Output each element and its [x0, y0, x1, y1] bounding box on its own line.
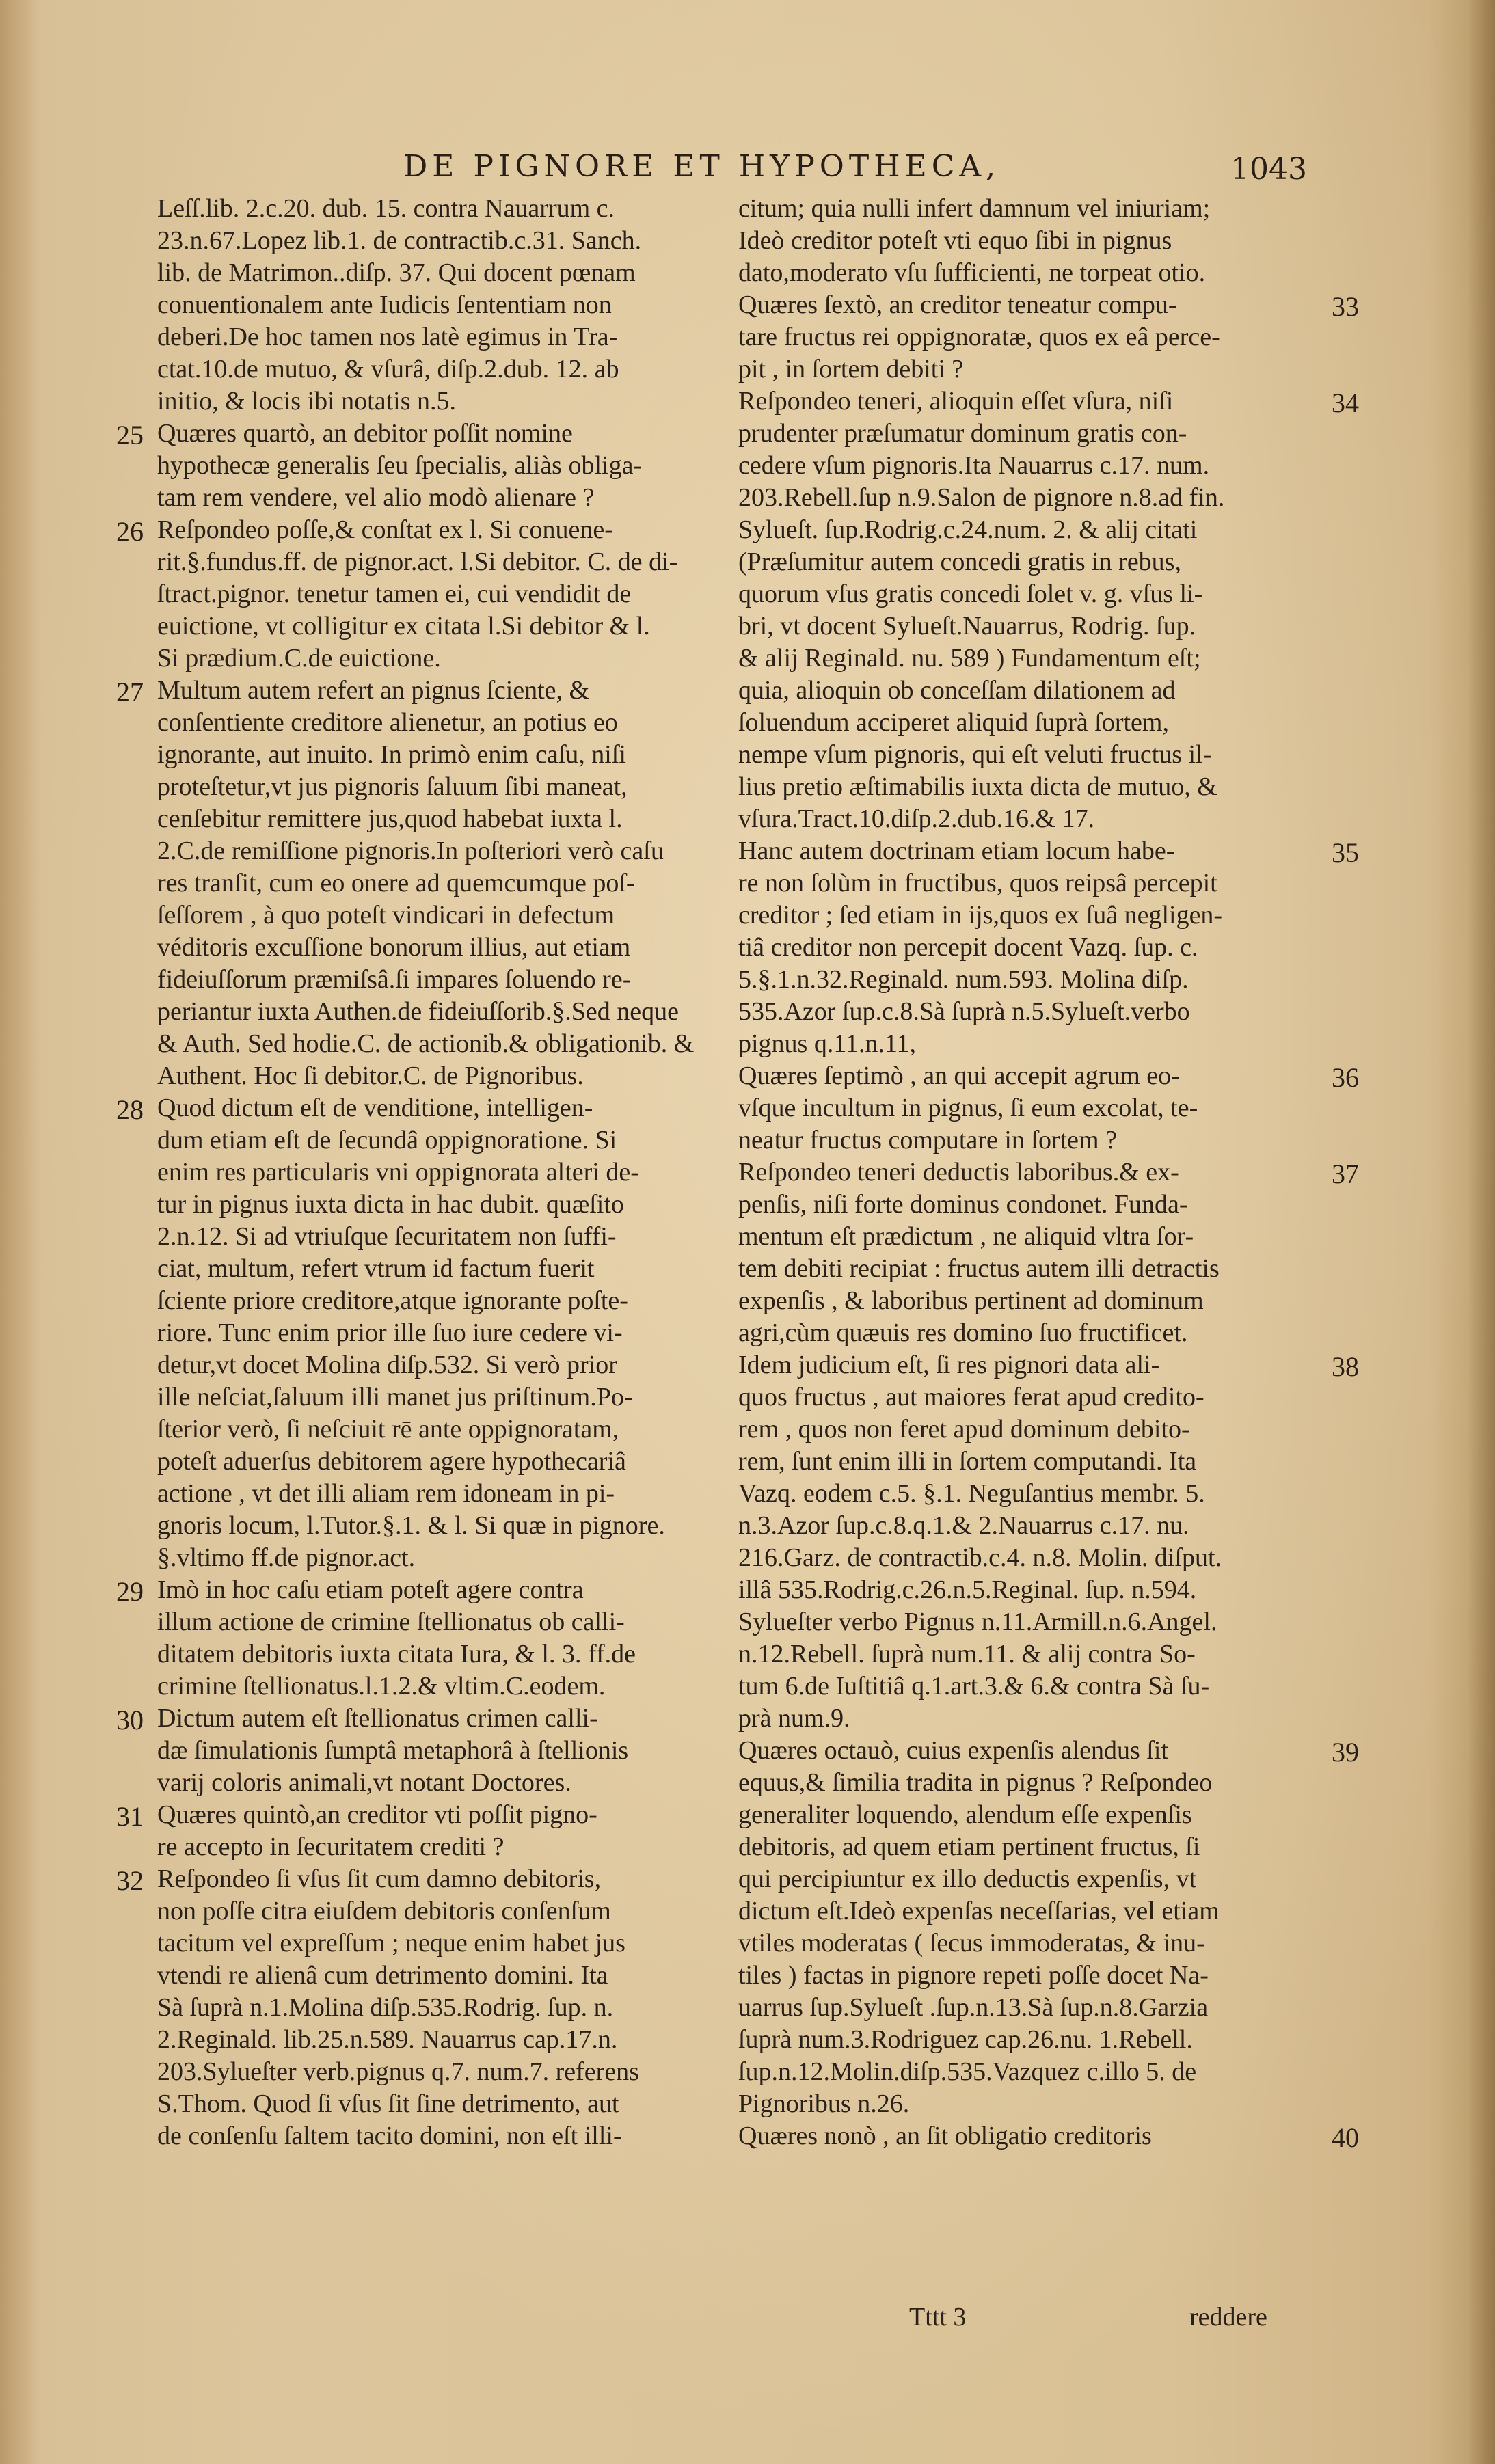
text-line: cenſebitur remittere jus,quod habebat iuxta l. [157, 804, 623, 833]
text-line: varij coloris animali,vt notant Doctores. [157, 1768, 571, 1797]
text-line: initio, & locis ibi notatis n.5. [157, 387, 456, 416]
text-line: rem , quos non feret apud dominum debito- [738, 1415, 1190, 1444]
text-line: tacitum vel expreſſum ; neque enim habet jus [157, 1929, 625, 1958]
text-line: ctat.10.de mutuo, & vſurâ, diſp.2.dub. 12. ab [157, 355, 619, 383]
text-line: dæ ſimulationis ſumptâ metaphorâ à ſtellionis [157, 1736, 629, 1765]
text-line: Quæres quartò, an debitor poſſit nomine [157, 419, 573, 448]
text-line: tum 6.de Iuſtitiâ q.1.art.3.& 6.& contra Sà ſu- [738, 1672, 1210, 1701]
text-line: bri, vt docent Sylueſt.Nauarrus, Rodrig. ſup. [738, 612, 1196, 640]
text-line: tiles ) factas in pignore repeti poſſe docet Na- [738, 1961, 1209, 1990]
margin-number: 32 [116, 1865, 144, 1896]
text-line: lius pretio æſtimabilis iuxta dicta de mutuo, & [738, 772, 1217, 801]
text-line: tem debiti recipiat : fructus autem illi detractis [738, 1254, 1220, 1283]
text-line: agri,cùm quæuis res domino ſuo fructificet. [738, 1318, 1188, 1347]
text-line: rem, ſunt enim illi in ſortem computandi. Ita [738, 1447, 1197, 1476]
text-line: hypothecæ generalis ſeu ſpecialis, aliàs obliga- [157, 451, 643, 480]
text-line: pit , in ſortem debiti ? [738, 355, 964, 383]
text-line: equus,& ſimilia tradita in pignus ? Reſpondeo [738, 1768, 1213, 1797]
text-line: tur in pignus iuxta dicta in hac dubit. quæſito [157, 1190, 624, 1219]
text-line: ſciente priore creditore,atque ignorante poſte- [157, 1286, 628, 1315]
text-line: dictum eſt.Ideò expenſas neceſſarias, vel etiam [738, 1897, 1220, 1925]
text-line: prudenter præſumatur dominum gratis con- [738, 419, 1187, 448]
text-line: creditor ; ſed etiam in ijs,quos ex ſuâ negligen- [738, 901, 1223, 930]
text-line: vtiles moderatas ( ſecus immoderatas, & inu- [738, 1929, 1205, 1958]
text-line: nempe vſum pignoris, qui eſt veluti fructus il- [738, 740, 1212, 769]
text-line: pignus q.11.n.11, [738, 1029, 917, 1058]
text-line: Si prædium.C.de euictione. [157, 644, 441, 673]
text-line: (Præſumitur autem concedi gratis in rebus, [738, 547, 1181, 576]
text-line: dum etiam eſt de ſecundâ oppignoratione. Si [157, 1126, 617, 1154]
margin-number: 35 [1332, 837, 1359, 868]
text-line: Pignoribus n.26. [738, 2089, 910, 2118]
text-line: Quæres quintò,an creditor vti poſſit pigno- [157, 1800, 597, 1829]
text-line: res tranſit, cum eo onere ad quemcumque poſ- [157, 869, 635, 897]
text-line: Quod dictum eſt de venditione, intelligen- [157, 1094, 593, 1122]
text-line: n.3.Azor ſup.c.8.q.1.& 2.Nauarrus c.17. nu. [738, 1511, 1189, 1540]
text-line: Reſpondeo teneri deductis laboribus.& ex- [738, 1158, 1179, 1187]
text-line: expenſis , & laboribus pertinent ad dominum [738, 1286, 1204, 1315]
margin-number: 40 [1332, 2122, 1359, 2153]
margin-number: 38 [1332, 1351, 1359, 1382]
text-line: fideiuſſorum præmiſsâ.ſi impares ſoluendo re- [157, 965, 632, 994]
text-line: penſis, niſi forte dominus condonet. Funda- [738, 1190, 1188, 1219]
text-line: tare fructus rei oppignoratæ, quos ex eâ perce- [738, 323, 1220, 351]
text-line: conuentionalem ante Iudicis ſententiam non [157, 290, 612, 319]
text-line: 2.C.de remiſſione pignoris.In poſteriori verò caſu [157, 837, 664, 865]
signature-mark: Tttt 3 [909, 2303, 967, 2331]
text-line: 216.Garz. de contractib.c.4. n.8. Molin. diſput. [738, 1543, 1222, 1572]
text-line: illum actione de crimine ſtellionatus ob calli- [157, 1608, 625, 1636]
text-line: euictione, vt colligitur ex citata l.Si debitor & l. [157, 612, 650, 640]
text-line: 23.n.67.Lopez lib.1. de contractib.c.31. Sanch. [157, 226, 642, 255]
text-line: quorum vſus gratis concedi ſolet v. g. vſus li- [738, 580, 1203, 608]
text-line: enim res particularis vni oppignorata alteri de- [157, 1158, 639, 1187]
text-line: véditoris excuſſione bonorum illius, aut etiam [157, 933, 631, 962]
text-line: Reſpondeo poſſe,& conſtat ex l. Si conuene- [157, 515, 613, 544]
text-line: ſeſſorem , à quo poteſt vindicari in defectum [157, 901, 615, 930]
text-line: neatur fructus computare in ſortem ? [738, 1126, 1117, 1154]
text-line: 203.Rebell.ſup n.9.Salon de pignore n.8.ad fin. [738, 483, 1225, 512]
left-column [157, 193, 738, 2152]
text-line: Idem judicium eſt, ſi res pignori data ali- [738, 1351, 1160, 1379]
text-line: Leſſ.lib. 2.c.20. dub. 15. contra Nauarrum c. [157, 194, 615, 223]
text-line: mentum eſt prædictum , ne aliquid vltra ſor- [738, 1222, 1194, 1251]
margin-number: 27 [116, 677, 144, 707]
text-line: prà num.9. [738, 1704, 850, 1733]
text-line: ſup.n.12.Molin.diſp.535.Vazquez c.illo 5. de [738, 2057, 1197, 2086]
text-line: dato,moderato vſu ſufficienti, ne torpeat otio. [738, 258, 1206, 287]
text-line: 5.§.1.n.32.Reginald. num.593. Molina diſp. [738, 965, 1189, 994]
page-footer [0, 2302, 1495, 2343]
margin-number: 33 [1332, 291, 1359, 322]
text-line: Quæres ſextò, an creditor teneatur compu- [738, 290, 1177, 319]
margin-number: 30 [116, 1705, 144, 1735]
margin-number: 25 [116, 420, 144, 450]
text-line: 203.Sylueſter verb.pignus q.7. num.7. referens [157, 2057, 639, 2086]
text-line: re non ſolùm in fructibus, quos reipsâ percepit [738, 869, 1217, 897]
text-line: tam rem vendere, vel alio modò alienare ? [157, 483, 595, 512]
text-line: quia, alioquin ob conceſſam dilationem ad [738, 676, 1176, 705]
text-line: Hanc autem doctrinam etiam locum habe- [738, 837, 1175, 865]
text-line: ſterior verò, ſi neſciuit rē ante oppignoratam, [157, 1415, 619, 1444]
text-line: proteſtetur,vt jus pignoris ſaluum ſibi maneat, [157, 772, 628, 801]
margin-number: 26 [116, 516, 144, 547]
margin-number: 39 [1332, 1737, 1359, 1768]
text-line: lib. de Matrimon..diſp. 37. Qui docent pœnam [157, 258, 636, 287]
text-line: deberi.De hoc tamen nos latè egimus in Tra- [157, 323, 618, 351]
text-line: gnoris locum, l.Tutor.§.1. & l. Si quæ in pignore. [157, 1511, 665, 1540]
text-line: ditatem debitoris iuxta citata Iura, & l. 3. ff.de [157, 1640, 636, 1668]
text-line: ciat, multum, refert vtrum id factum fuerit [157, 1254, 595, 1283]
text-line: qui percipiuntur ex illo deductis expenſis, vt [738, 1865, 1197, 1893]
text-line: Imò in hoc caſu etiam poteſt agere contra [157, 1575, 584, 1604]
text-line: re accepto in ſecuritatem crediti ? [157, 1832, 504, 1861]
margin-number: 28 [116, 1094, 144, 1125]
text-line: Quæres ſeptimò , an qui accepit agrum eo- [738, 1061, 1180, 1090]
text-line: & alij Reginald. nu. 589 ) Fundamentum eſt; [738, 644, 1201, 673]
text-line: crimine ſtellionatus.l.1.2.& vltim.C.eodem. [157, 1672, 606, 1701]
margin-number: 36 [1332, 1062, 1359, 1093]
text-line: conſentiente creditore alienetur, an potius eo [157, 708, 618, 737]
text-line: uarrus ſup.Sylueſt .ſup.n.13.Sà ſup.n.8.Garzia [738, 1993, 1209, 2022]
text-line: Quæres nonò , an ſit obligatio creditoris [738, 2122, 1152, 2150]
text-line: actione , vt det illi aliam rem idoneam in pi- [157, 1479, 615, 1508]
text-line: Reſpondeo teneri, alioquin eſſet vſura, niſi [738, 387, 1174, 416]
text-line: Multum autem refert an pignus ſciente, & [157, 676, 590, 705]
text-line: Sà ſuprà n.1.Molina diſp.535.Rodrig. ſup. n. [157, 1993, 614, 2022]
margin-number: 31 [116, 1801, 144, 1832]
text-line: illâ 535.Rodrig.c.26.n.5.Reginal. ſup. n.594. [738, 1575, 1197, 1604]
text-line: Quæres octauò, cuius expenſis alendus ſit [738, 1736, 1168, 1765]
right-column [738, 193, 1333, 2152]
text-line: ſuprà num.3.Rodriguez cap.26.nu. 1.Rebell. [738, 2025, 1193, 2054]
text-line: vſque incultum in pignus, ſi eum excolat, te- [738, 1094, 1198, 1122]
text-line: tiâ creditor non percepit docent Vazq. ſup. c. [738, 933, 1198, 962]
text-line: n.12.Rebell. ſuprà num.11. & alij contra So- [738, 1640, 1196, 1668]
text-line: de conſenſu ſaltem tacito domini, non eſt illi- [157, 2122, 622, 2150]
text-line: 2.n.12. Si ad vtriuſque ſecuritatem non ſuffi- [157, 1222, 617, 1251]
text-line: rit.§.fundus.ff. de pignor.act. l.Si debitor. C. de di- [157, 547, 678, 576]
text-line: S.Thom. Quod ſi vſus ſit ſine detrimento, aut [157, 2089, 619, 2118]
text-line: Sylueſter verbo Pignus n.11.Armill.n.6.Angel. [738, 1608, 1217, 1636]
page-edge-shadow [1468, 0, 1495, 2464]
text-line: poteſt aduerſus debitorem agere hypothecariâ [157, 1447, 626, 1476]
text-line: periantur iuxta Authen.de fideiuſſorib.§.Sed neque [157, 997, 679, 1026]
text-line: citum; quia nulli infert damnum vel iniuriam; [738, 194, 1211, 223]
catchword: reddere [1189, 2303, 1267, 2331]
text-line: & Auth. Sed hodie.C. de actionib.& obligationib. & [157, 1029, 695, 1058]
text-line: ſoluendum acciperet aliquid ſuprà ſortem, [738, 708, 1169, 737]
text-line: quos fructus , aut maiores ferat apud credito- [738, 1383, 1204, 1411]
page-number: 1043 [1230, 152, 1307, 187]
margin-number: 34 [1332, 388, 1359, 418]
running-head-title: DE PIGNORE ET HYPOTHECA, [403, 149, 1001, 184]
text-line: Vazq. eodem c.5. §.1. Neguſantius membr. 5. [738, 1479, 1205, 1508]
text-line: §.vltimo ff.de pignor.act. [157, 1543, 416, 1572]
text-line: ille neſciat,ſaluum illi manet jus priſtinum.Po- [157, 1383, 633, 1411]
text-line: vtendi re alienâ cum detrimento domini. Ita [157, 1961, 608, 1990]
text-line: vſura.Tract.10.diſp.2.dub.16.& 17. [738, 804, 1095, 833]
text-line: riore. Tunc enim prior ille ſuo iure cedere vi- [157, 1318, 623, 1347]
text-line: Reſpondeo ſi vſus ſit cum damno debitoris, [157, 1865, 602, 1893]
running-head [0, 149, 1495, 190]
text-line: ſtract.pignor. tenetur tamen ei, cui vendidit de [157, 580, 632, 608]
text-line: 535.Azor ſup.c.8.Sà ſuprà n.5.Sylueſt.verbo [738, 997, 1190, 1026]
text-line: Dictum autem eſt ſtellionatus crimen calli- [157, 1704, 598, 1733]
text-line: Authent. Hoc ſi debitor.C. de Pignoribus. [157, 1061, 584, 1090]
margin-number: 37 [1332, 1159, 1359, 1189]
margin-number: 29 [116, 1576, 144, 1607]
text-line: 2.Reginald. lib.25.n.589. Nauarrus cap.17.n. [157, 2025, 618, 2054]
text-line: generaliter loquendo, alendum eſſe expenſis [738, 1800, 1192, 1829]
text-line: non poſſe citra eiuſdem debitoris conſenſum [157, 1897, 611, 1925]
text-line: Sylueſt. ſup.Rodrig.c.24.num. 2. & alij citati [738, 515, 1198, 544]
text-line: Ideò creditor poteſt vti equo ſibi in pignus [738, 226, 1172, 255]
text-line: detur,vt docet Molina diſp.532. Si verò prior [157, 1351, 617, 1379]
text-line: ignorante, aut inuito. In primò enim caſu, niſi [157, 740, 626, 769]
text-line: debitoris, ad quem etiam pertinent fructus, ſi [738, 1832, 1200, 1861]
text-line: cedere vſum pignoris.Ita Nauarrus c.17. num. [738, 451, 1210, 480]
